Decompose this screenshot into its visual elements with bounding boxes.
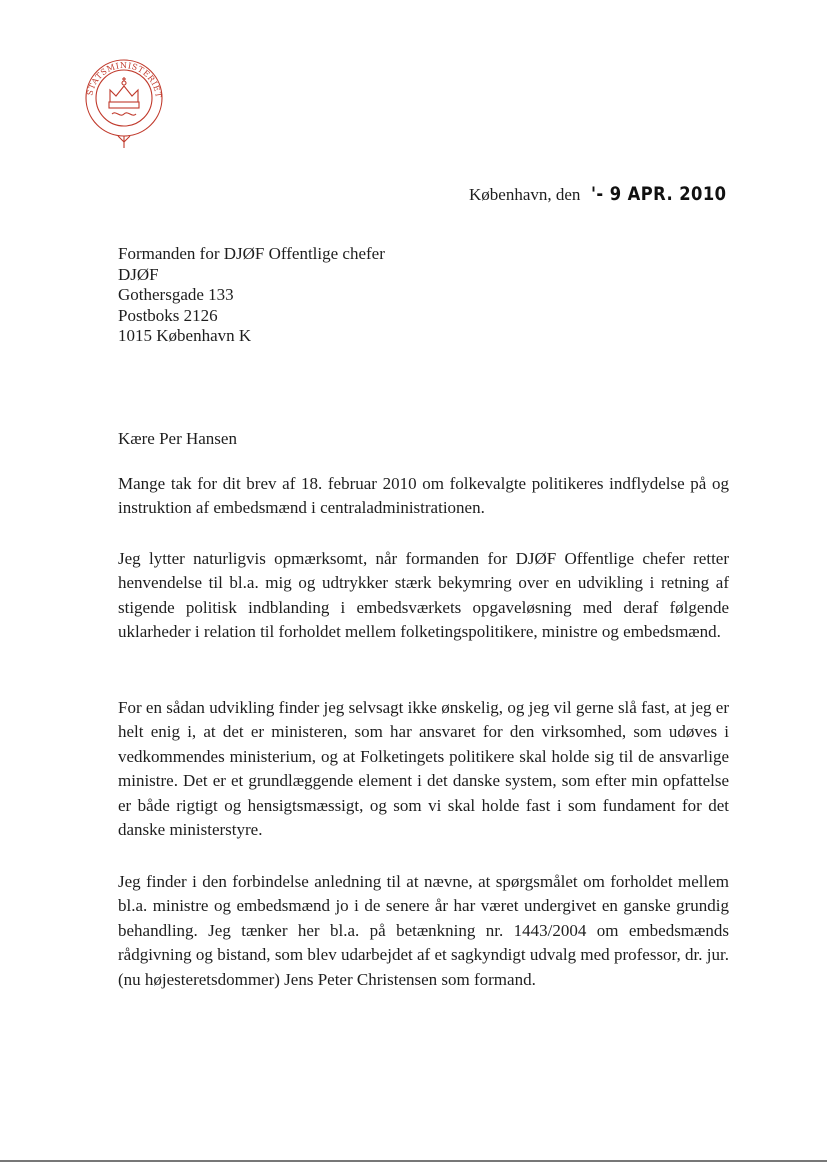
address-line: Formanden for DJØF Offentlige chefer (118, 244, 385, 263)
address-line: Gothersgade 133 (118, 285, 234, 304)
address-line: 1015 København K (118, 326, 252, 345)
body-paragraph: Mange tak for dit brev af 18. februar 2010 om folkevalgte politikeres indflydelse på og instruktion af embedsmænd i centraladministrationen. (118, 474, 729, 518)
recipient-address (118, 244, 385, 347)
salutation: Kære Per Hansen (118, 429, 237, 448)
address-line: DJØF (118, 264, 159, 284)
page-edge-divider (0, 1160, 827, 1162)
body-paragraph: For en sådan udvikling finder jeg selvsagt ikke ønskelig, og jeg vil gerne slå fast, at jeg er helt enig i, at det er ministeren, som har ansvaret for den virksomhed, som udøves i vedkommendes ministerium, og at Folketingets politikere skal holde sig til de ansvarlige ministre. Det er et grundlæggende element i det danske system, som efter min opfattelse er både rigtigt og hensigtsmæssigt, og som vi skal holde fast i som fundament for det danske ministerstyre. (118, 698, 729, 840)
address-line: Postboks 2126 (118, 305, 218, 325)
place-prefix: København, den (469, 185, 581, 204)
date-line (469, 183, 769, 205)
body-paragraph: Jeg finder i den forbindelse anledning til at nævne, at spørgsmålet om forholdet mellem bl.a. ministre og embedsmænd jo i de senere år har været undergivet en ganske grundig behandling. Jeg tænker her bl.a. på betænkning nr. 1443/2004 om embedsmænds rådgivning og bistand, som blev udarbejdet af et sagkyndigt udvalg med professor, dr. jur. (nu højesteretsdommer) Jens Peter Christensen som formand. (118, 872, 729, 989)
body-paragraph: Jeg lytter naturligvis opmærksomt, når formanden for DJØF Offentlige chefer retter henvendelse til bl.a. mig og udtrykker stærk bekymring over en udvikling i retning af stigende politisk indblanding i embedsværkets opgaveløsning med deraf følgende uklarheder i relation til forholdet mellem folketingspolitikere, ministre og embedsmænd. (118, 549, 729, 642)
statsministeriet-seal-icon (80, 54, 168, 152)
date-stamp: '- 9 APR. 2010 (590, 183, 727, 205)
svg-text:STATSMINISTERIET: STATSMINISTERIET (85, 60, 164, 99)
